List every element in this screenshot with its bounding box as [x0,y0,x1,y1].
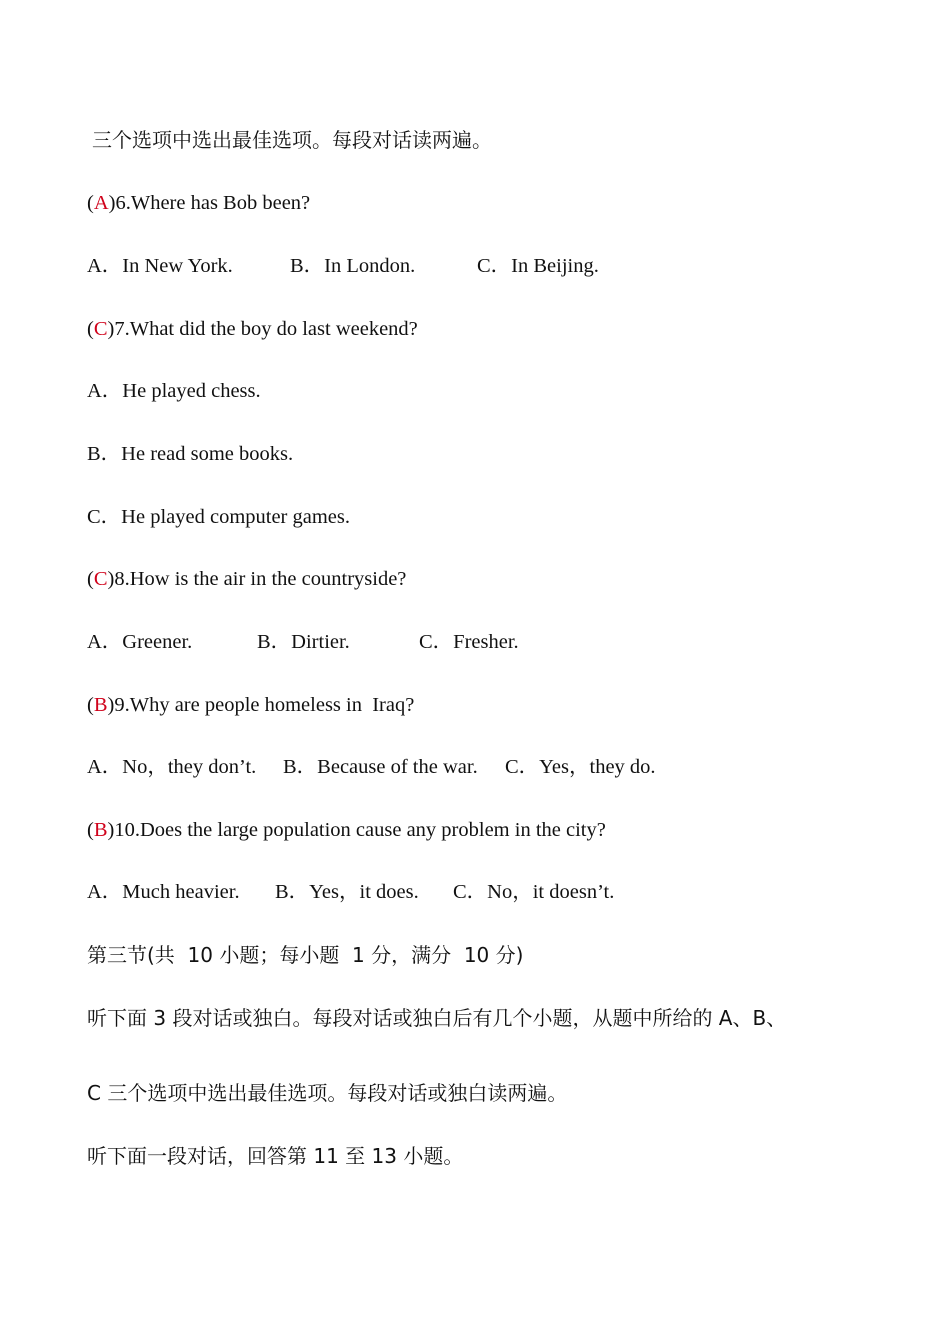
question-text: 8.How is the air in the countryside? [114,568,407,590]
question-text: 7.What did the boy do last weekend? [114,318,418,340]
options-row-10 [87,878,787,906]
option-c: C．In Beijing. [477,255,599,277]
option-a: A．Greener. [87,631,193,653]
question-6: (A)6.Where has Bob been? [87,192,311,214]
option-a: A．He played chess. [87,380,261,402]
question-text: 6.Where has Bob been? [115,192,311,214]
section-instruction-tail: 三个选项中选出最佳选项。每段对话读两遍。 [92,128,492,152]
answer-key: C [93,318,108,340]
option-c: C．No，it doesn’t. [453,881,615,903]
option-b: B．In London. [290,255,416,277]
option-a: A．Much heavier. [87,881,240,903]
option-c: C．Fresher. [419,631,519,653]
question-8: (C)8.How is the air in the countryside? [87,568,407,590]
answer-key: A [93,192,109,214]
section-heading: 第三节(共 10 小题；每小题 1 分，满分 10 分) [87,943,524,967]
question-9: (B)9.Why are people homeless in Iraq? [87,694,415,716]
option-a: A．No，they don’t. [87,756,257,778]
option-b: B．Yes，it does. [275,881,419,903]
option-c: C．He played computer games. [87,506,351,528]
section-instruction-continued: C 三个选项中选出最佳选项。每段对话或独白读两遍。 [87,1081,568,1105]
option-a: A．In New York. [87,255,233,277]
question-7: (C)7.What did the boy do last weekend? [87,318,418,340]
answer-key: C [93,568,108,590]
option-b: B．Because of the war. [283,756,478,778]
question-text: 10.Does the large population cause any problem in the city? [114,819,606,841]
option-b: B．He read some books. [87,443,294,465]
question-10: (B)10.Does the large population cause any problem in the city? [87,819,606,841]
section-instruction: 听下面 3 段对话或独白。每段对话或独白后有几个小题，从题中所给的 A、B、 [87,1006,787,1030]
answer-key: B [93,819,108,841]
option-c: C．Yes，they do. [505,756,656,778]
options-row-6 [87,252,787,280]
question-text: 9.Why are people homeless in Iraq? [114,694,415,716]
options-row-8 [87,628,787,656]
option-b: B．Dirtier. [257,631,350,653]
answer-key: B [93,694,108,716]
options-row-9 [87,753,787,781]
sub-instruction: 听下面一段对话，回答第 11 至 13 小题。 [87,1144,464,1168]
